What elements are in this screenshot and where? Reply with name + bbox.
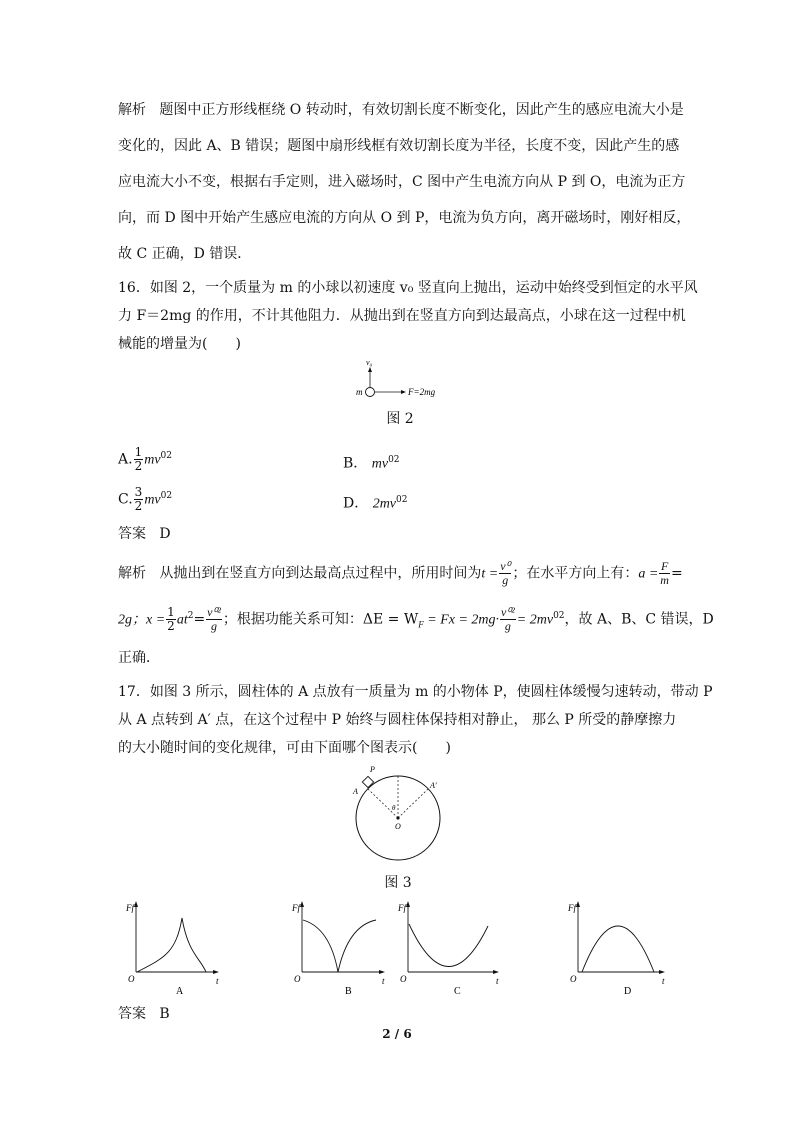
analysis-text: ；在水平方向上有： xyxy=(512,565,639,582)
fig2-caption: 图 2 xyxy=(386,411,414,427)
analysis-label: 解析 xyxy=(118,565,146,582)
superscript: 02 xyxy=(388,455,400,465)
numerator: v⁰ xyxy=(500,559,511,573)
fig3-label-a: A xyxy=(353,787,358,796)
q16-line1: 16．如图 2，一个质量为 m 的小球以初速度 v₀ 竖直向上抛出，运动中始终受到恒定的水平风 xyxy=(118,280,698,296)
math: = 2mv xyxy=(516,612,554,628)
fraction xyxy=(500,606,516,633)
graph-c-curve xyxy=(409,924,488,967)
analysis-text: ；根据功能关系可知：ΔE = W xyxy=(222,611,419,628)
graph-a-y-label: Ff xyxy=(126,903,134,913)
fig3-label-p: P xyxy=(370,765,375,774)
q16-option-b xyxy=(343,450,400,475)
graph-d xyxy=(566,898,676,998)
q17-line3: 的大小随时间的变化规律，可由下面哪个图表示( ) xyxy=(118,740,451,756)
graph-b-caption: B xyxy=(345,986,352,997)
graph-b-y-arrow xyxy=(300,901,304,907)
graph-d-caption: D xyxy=(624,986,632,997)
fraction xyxy=(134,486,144,513)
math: 2g；x = xyxy=(118,612,166,628)
fig2-force-arrowhead xyxy=(401,390,406,394)
fraction xyxy=(134,446,144,473)
answer-label: 答案 xyxy=(118,1006,146,1022)
denominator: 2 xyxy=(134,499,143,514)
fig2-force-label: F=2mg xyxy=(408,387,436,397)
q16-analysis-line2 xyxy=(118,606,714,634)
figure-2 xyxy=(350,352,460,402)
q16-analysis-line1 xyxy=(118,560,683,587)
fig3-center xyxy=(396,816,399,819)
graph-d-x-label: t xyxy=(662,976,665,986)
analysis15-line5: 故 C 正确，D 错误． xyxy=(118,246,252,262)
q17-line1: 17．如图 3 所示，圆柱体的 A 点放有一质量为 m 的小物体 P，使圆柱体缓慢匀速转动，带动 P xyxy=(118,684,713,700)
answer-value: B xyxy=(159,1006,170,1022)
figure-3 xyxy=(340,762,460,872)
option-label: C. xyxy=(118,491,133,508)
fig2-ball xyxy=(366,388,375,397)
numerator: 1 xyxy=(134,445,143,460)
answer-value: D xyxy=(159,526,171,542)
fraction xyxy=(206,606,222,633)
graph-b-origin: O xyxy=(294,974,301,984)
option-expr: mv xyxy=(371,456,389,472)
denominator: g xyxy=(211,619,218,634)
graph-a-origin: O xyxy=(128,974,135,984)
q17-answer xyxy=(118,1004,170,1024)
graph-c-x-arrow xyxy=(493,970,499,974)
numerator: 1 xyxy=(167,605,175,620)
q16-answer xyxy=(118,524,171,544)
q16-analysis-line3: 正确． xyxy=(118,650,160,666)
math: t = xyxy=(481,566,499,582)
graph-a-y-arrow xyxy=(134,901,138,907)
graph-a-caption: A xyxy=(176,986,184,997)
graph-d-y-arrow xyxy=(576,901,580,907)
numerator: 3 xyxy=(134,485,143,500)
denominator: g xyxy=(504,619,511,634)
graph-c-y-label: Ff xyxy=(398,903,406,913)
q16-line2: 力 F＝2mg 的作用，不计其他阻力．从抛出到在竖直方向到达最高点，小球在这一过程中机 xyxy=(118,308,686,324)
q16-line3: 械能的增量为( ) xyxy=(118,336,241,352)
fig3-label-o: O xyxy=(395,822,401,831)
fraction xyxy=(499,560,511,587)
analysis15-line1 xyxy=(118,100,684,120)
numerator: v⁰² xyxy=(207,605,221,620)
math: = xyxy=(670,565,683,582)
graph-b-curve xyxy=(303,920,376,972)
analysis-text: ，故 A、B、C 错误，D xyxy=(564,611,714,628)
graph-c-y-arrow xyxy=(406,901,410,907)
denominator: m xyxy=(660,573,669,587)
q16-option-a xyxy=(118,446,172,473)
graph-b-y-label: Ff xyxy=(292,903,300,913)
graph-c-x-label: t xyxy=(496,976,499,986)
fraction xyxy=(166,606,176,633)
option-label: B． xyxy=(343,455,368,472)
math: = xyxy=(193,611,206,628)
subscript: F xyxy=(418,619,424,630)
graph-a xyxy=(124,898,224,998)
math: = Fx = 2mg· xyxy=(423,612,500,628)
q16-option-d xyxy=(343,490,407,515)
superscript: 2 xyxy=(187,611,194,621)
fig3-radius-a-prime xyxy=(398,789,428,818)
analysis-label: 解析 xyxy=(118,102,146,118)
superscript: 02 xyxy=(396,495,408,505)
superscript: 02 xyxy=(553,611,565,621)
numerator: F xyxy=(660,559,669,573)
graph-d-curve xyxy=(582,926,654,972)
analysis-text: 从抛出到在竖直方向到达最高点过程中，所用时间为 xyxy=(159,565,482,582)
denominator: 2 xyxy=(167,619,175,634)
denominator: 2 xyxy=(134,459,143,474)
graph-d-y-label: Ff xyxy=(568,903,576,913)
graph-a-curve xyxy=(137,918,206,972)
analysis15-line2: 变化的，因此 A、B 错误；题图中扇形线框有效切割长度为半径，长度不变，因此产生的感 xyxy=(118,138,680,154)
graph-b xyxy=(290,898,390,998)
graph-c-caption: C xyxy=(454,986,461,997)
graph-b-x-arrow xyxy=(379,970,385,974)
graph-d-origin: O xyxy=(570,974,577,984)
option-expr: mv xyxy=(144,492,161,508)
option-label: A. xyxy=(118,451,133,468)
option-label: D． xyxy=(343,495,369,512)
option-expr: mv xyxy=(144,452,161,468)
graph-b-x-label: t xyxy=(382,976,385,986)
math: a = xyxy=(638,566,659,582)
page-number: 2 / 6 xyxy=(382,1027,412,1041)
fig2-velocity-arrowhead xyxy=(368,367,372,372)
analysis-text: 题图中正方形线框绕 O 转动时，有效切割长度不断变化，因此产生的感应电流大小是 xyxy=(159,102,684,118)
graph-c xyxy=(396,898,506,998)
analysis15-line3: 应电流大小不变，根据右手定则，进入磁场时，C 图中产生电流方向从 P 到 O，电流为正方 xyxy=(118,174,686,190)
graph-c-origin: O xyxy=(400,974,407,984)
answer-label: 答案 xyxy=(118,526,146,542)
fig2-v0-label: v₀ xyxy=(366,358,373,367)
option-expr: 2mv xyxy=(372,496,397,512)
fig3-caption: 图 3 xyxy=(384,875,412,891)
denominator: g xyxy=(502,573,509,587)
fig2-mass-label: m xyxy=(356,387,363,397)
q17-line2: 从 A 点转到 A′ 点，在这个过程中 P 始终与圆柱体保持相对静止， 那么 P 所受的静摩擦力 xyxy=(118,712,677,728)
numerator: v⁰² xyxy=(501,605,515,620)
graph-a-x-arrow xyxy=(213,970,219,974)
fig3-label-theta: θ xyxy=(392,804,396,812)
math: at xyxy=(176,612,188,628)
fig3-label-a-prime: A′ xyxy=(430,781,437,790)
superscript: 02 xyxy=(160,491,173,501)
analysis15-line4: 向，而 D 图中开始产生感应电流的方向从 O 到 P，电流为负方向，离开磁场时，刚好相反， xyxy=(118,210,691,226)
fraction xyxy=(659,560,670,587)
fig3-block-p xyxy=(362,776,373,787)
graph-a-x-label: t xyxy=(216,976,219,986)
superscript: 02 xyxy=(160,451,172,461)
graph-d-x-arrow xyxy=(659,970,665,974)
q16-option-c xyxy=(118,486,172,513)
